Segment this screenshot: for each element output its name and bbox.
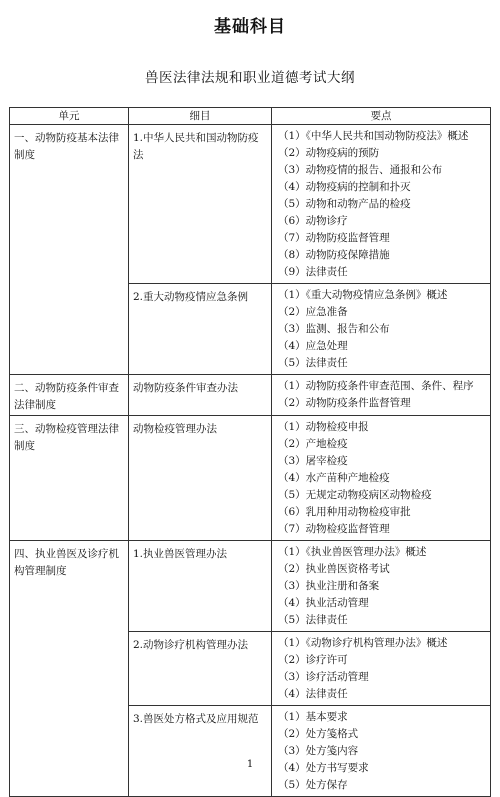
point-item: （1）《中华人民共和国动物防疫法》概述: [278, 130, 469, 142]
point-item: （9）法律责任: [278, 266, 348, 278]
point-item: （2）动物疫病的预防: [278, 147, 380, 159]
point-item: （1）《动物诊疗机构管理办法》概述: [278, 637, 448, 649]
point-item: （2）执业兽医资格考试: [278, 563, 390, 575]
points-cell: [272, 284, 491, 375]
table-row: [10, 541, 491, 632]
table-row: [10, 416, 491, 541]
point-item: （5）动物和动物产品的检疫: [278, 198, 411, 210]
point-item: （2）应急准备: [278, 306, 348, 318]
detail-cell: 2.重大动物疫情应急条例: [129, 284, 272, 375]
point-item: （3）动物疫情的报告、通报和公布: [278, 164, 443, 176]
point-item: （2）动物防疫条件监督管理: [278, 397, 411, 409]
point-item: （1）动物检疫申报: [278, 421, 369, 433]
point-item: （5）处方保存: [278, 779, 348, 791]
point-item: （2）诊疗许可: [278, 654, 348, 666]
point-item: （7）动物防疫监督管理: [278, 232, 390, 244]
unit-cell: 三、动物检疫管理法律制度: [10, 416, 129, 541]
points-cell: [272, 375, 491, 416]
detail-cell: 2.动物诊疗机构管理办法: [129, 632, 272, 706]
point-item: （6）动物诊疗: [278, 215, 348, 227]
point-item: （4）应急处理: [278, 340, 348, 352]
point-item: （1）动物防疫条件审查范围、条件、程序: [278, 380, 474, 392]
points-cell: [272, 632, 491, 706]
point-item: （2）处方笺格式: [278, 728, 359, 740]
detail-cell: 3.兽医处方格式及应用规范: [129, 706, 272, 797]
header-unit: 单元: [10, 108, 129, 125]
page-title: 基础科目: [214, 17, 286, 37]
detail-cell: 1.中华人民共和国动物防疫法: [129, 125, 272, 284]
detail-cell: 动物防疫条件审查办法: [129, 375, 272, 416]
table-header-row: [10, 108, 491, 125]
points-cell: [272, 125, 491, 284]
points-cell: [272, 416, 491, 541]
point-item: （4）动物疫病的控制和扑灭: [278, 181, 411, 193]
unit-cell: 四、执业兽医及诊疗机构管理制度: [10, 541, 129, 797]
point-item: （4）法律责任: [278, 688, 348, 700]
header-points: 要点: [272, 108, 491, 125]
table-row: [10, 125, 491, 284]
detail-cell: 动物检疫管理办法: [129, 416, 272, 541]
table-row: [10, 375, 491, 416]
point-item: （3）监测、报告和公布: [278, 323, 390, 335]
points-cell: [272, 541, 491, 632]
unit-cell: 一、动物防疫基本法律制度: [10, 125, 129, 375]
point-item: （7）动物检疫监督管理: [278, 523, 390, 535]
point-item: （5）无规定动物疫病区动物检疫: [278, 489, 432, 501]
syllabus-table: [9, 107, 491, 797]
unit-cell: 二、动物防疫条件审查法律制度: [10, 375, 129, 416]
point-item: （2）产地检疫: [278, 438, 348, 450]
point-item: （4）处方书写要求: [278, 762, 369, 774]
point-item: （5）法律责任: [278, 614, 348, 626]
point-item: （3）处方笺内容: [278, 745, 359, 757]
point-item: （6）乳用种用动物检疫审批: [278, 506, 411, 518]
header-detail: 细目: [129, 108, 272, 125]
point-item: （1）《重大动物疫情应急条例》概述: [278, 289, 448, 301]
page-number: 1: [246, 759, 254, 770]
point-item: （3）执业注册和备案: [278, 580, 380, 592]
point-item: （1）《执业兽医管理办法》概述: [278, 546, 427, 558]
point-item: （3）屠宰检疫: [278, 455, 348, 467]
point-item: （1）基本要求: [278, 711, 348, 723]
point-item: （8）动物防疫保障措施: [278, 249, 390, 261]
page-subtitle: 兽医法律法规和职业道德考试大纲: [145, 70, 355, 86]
points-cell: [272, 706, 491, 797]
point-item: （4）执业活动管理: [278, 597, 369, 609]
detail-cell: 1.执业兽医管理办法: [129, 541, 272, 632]
point-item: （5）法律责任: [278, 357, 348, 369]
point-item: （4）水产苗种产地检疫: [278, 472, 390, 484]
point-item: （3）诊疗活动管理: [278, 671, 369, 683]
